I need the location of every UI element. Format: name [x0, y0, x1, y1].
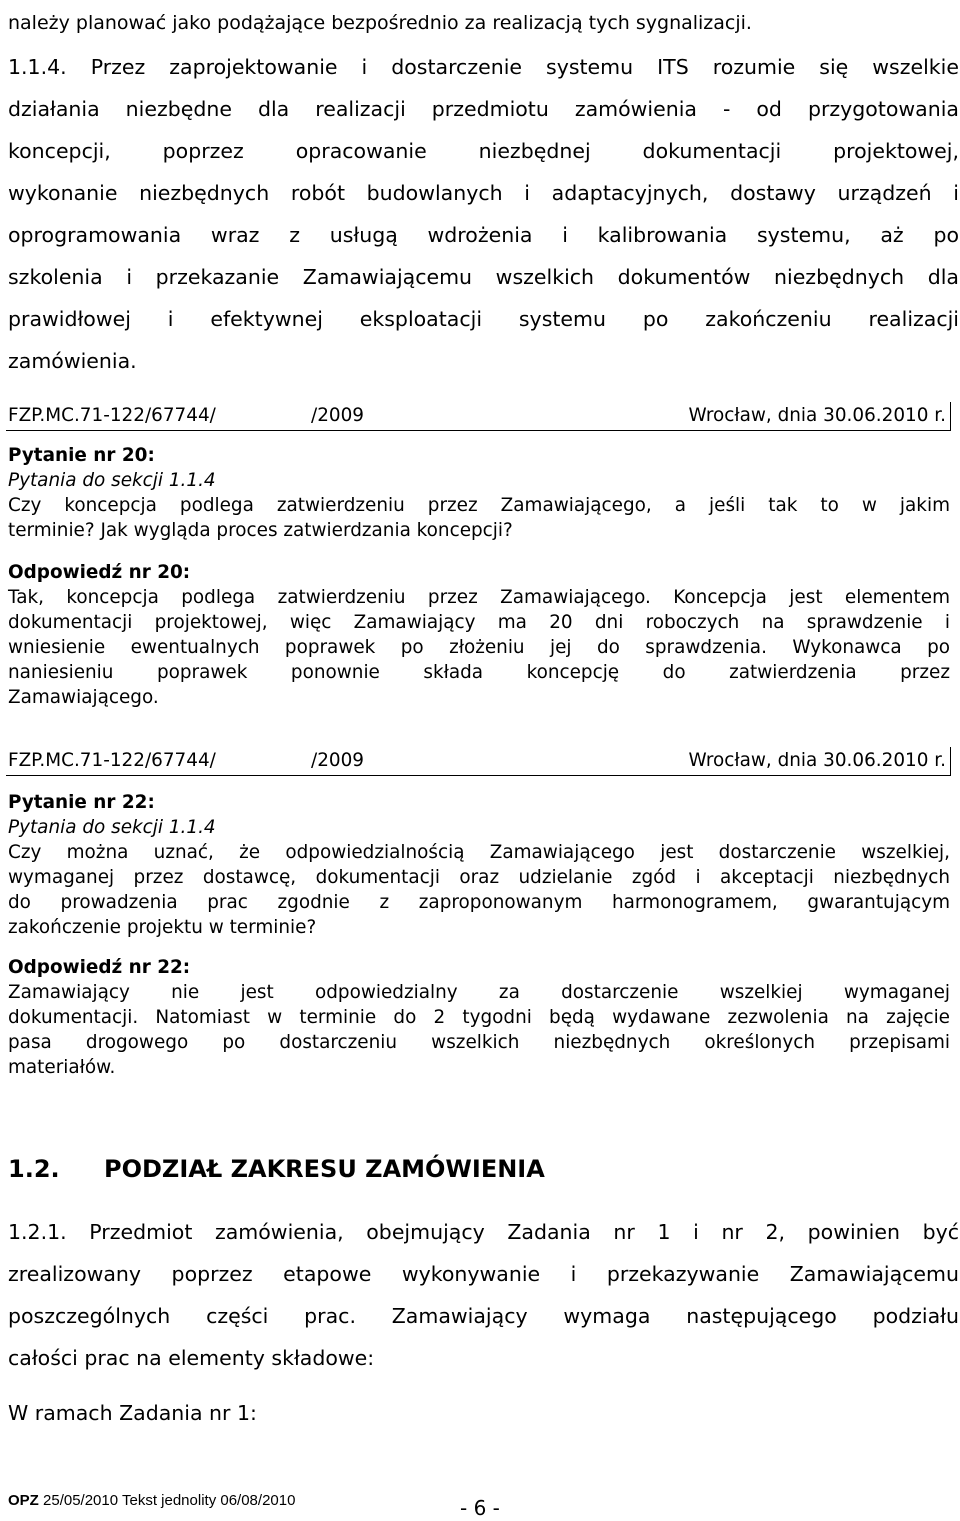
answer-20-block — [8, 560, 950, 710]
question-line: Czy można uznać, że odpowiedzialnością Zamawiającego jest dostarczenie wszelkiej, — [8, 842, 950, 863]
question-line: terminie? Jak wygląda proces zatwierdzania koncepcji? — [8, 520, 513, 541]
answer-line: wniesienie ewentualnych poprawek po złożeniu jej do sprawdzenia. Wykonawca po — [8, 637, 950, 658]
question-line: wymaganej przez dostawcę, dokumentacji oraz udzielanie zgód i akceptacji niezbędnych — [8, 867, 950, 888]
page-number: - 6 - — [460, 1496, 500, 1520]
paragraph-line: szkolenia i przekazanie Zamawiającemu wszelkich dokumentów niezbędnych dla — [8, 265, 959, 289]
reference-year: /2009 — [311, 750, 364, 771]
paragraph-line: prawidłowej i efektywnej eksploatacji systemu po zakończeniu realizacji — [8, 307, 959, 331]
paragraph-114 — [8, 46, 959, 382]
task-subheading: W ramach Zadania nr 1: — [8, 1401, 257, 1425]
paragraph-line: wykonanie niezbędnych robót budowlanych i adaptacyjnych, dostawy urządzeń i — [8, 181, 959, 205]
reference-year: /2009 — [311, 405, 364, 426]
section-number: 1.2. — [8, 1155, 60, 1183]
footer-opz: OPZ — [8, 1492, 39, 1509]
paragraph-line: działania niezbędne dla realizacji przedmiotu zamówienia - od przygotowania — [8, 97, 959, 121]
paragraph-line: całości prac na elementy składowe: — [8, 1346, 375, 1370]
question-line: do prowadzenia prac zgodnie z zaproponowanym harmonogramem, gwarantującym — [8, 892, 950, 913]
question-section: Pytania do sekcji 1.1.4 — [8, 470, 216, 491]
answer-line: Zamawiającego. — [8, 687, 159, 708]
reference-number: FZP.MC.71-122/67744/ — [8, 750, 216, 771]
question-line: zakończenie projektu w terminie? — [8, 917, 317, 938]
reference-number: FZP.MC.71-122/67744/ — [8, 405, 216, 426]
question-heading: Pytanie nr 22: — [8, 792, 155, 813]
answer-line: pasa drogowego po dostarczeniu wszelkich niezbędnych określonych przepisami — [8, 1032, 950, 1053]
answer-line: naniesieniu poprawek ponownie składa koncepcję do zatwierdzenia przez — [8, 662, 950, 683]
reference-row — [6, 402, 951, 431]
intro-line: należy planować jako podążające bezpośrednio za realizacją tych sygnalizacji. — [8, 12, 752, 34]
answer-22-block — [8, 955, 950, 1080]
question-20-block — [8, 443, 950, 543]
reference-date: Wrocław, dnia 30.06.2010 r. — [688, 405, 946, 426]
question-heading: Pytanie nr 20: — [8, 445, 155, 466]
paragraph-line: 1.1.4. Przez zaprojektowanie i dostarczenie systemu ITS rozumie się wszelkie — [8, 55, 959, 79]
answer-line: materiałów. — [8, 1057, 116, 1078]
section-title: PODZIAŁ ZAKRESU ZAMÓWIENIA — [104, 1155, 545, 1183]
footer-text — [8, 1492, 295, 1509]
answer-heading: Odpowiedź nr 20: — [8, 562, 191, 583]
answer-line: Tak, koncepcja podlega zatwierdzeniu przez Zamawiającego. Koncepcja jest elementem — [8, 587, 950, 608]
paragraph-121 — [8, 1211, 959, 1379]
question-section: Pytania do sekcji 1.1.4 — [8, 817, 216, 838]
paragraph-line: 1.2.1. Przedmiot zamówienia, obejmujący Zadania nr 1 i nr 2, powinien być — [8, 1220, 959, 1244]
reference-date: Wrocław, dnia 30.06.2010 r. — [688, 750, 946, 771]
answer-line: dokumentacji projektowej, więc Zamawiający ma 20 dni roboczych na sprawdzenie i — [8, 612, 950, 633]
paragraph-line: oprogramowania wraz z usługą wdrożenia i kalibrowania systemu, aż po — [8, 223, 959, 247]
paragraph-line: zrealizowany poprzez etapowe wykonywanie i przekazywanie Zamawiającemu — [8, 1262, 959, 1286]
paragraph-line: poszczególnych części prac. Zamawiający wymaga następującego podziału — [8, 1304, 959, 1328]
question-22-block — [8, 790, 950, 940]
paragraph-line: zamówienia. — [8, 349, 137, 373]
footer-date: 25/05/2010 Tekst jednolity 06/08/2010 — [38, 1492, 296, 1509]
answer-line: dokumentacji. Natomiast w terminie do 2 tygodni będą wydawane zezwolenia na zajęcie — [8, 1007, 950, 1028]
answer-line: Zamawiający nie jest odpowiedzialny za dostarczenie wszelkiej wymaganej — [8, 982, 950, 1003]
answer-heading: Odpowiedź nr 22: — [8, 957, 191, 978]
paragraph-line: koncepcji, poprzez opracowanie niezbędnej dokumentacji projektowej, — [8, 139, 959, 163]
reference-row — [6, 747, 951, 776]
question-line: Czy koncepcja podlega zatwierdzeniu przez Zamawiającego, a jeśli tak to w jakim — [8, 495, 950, 516]
